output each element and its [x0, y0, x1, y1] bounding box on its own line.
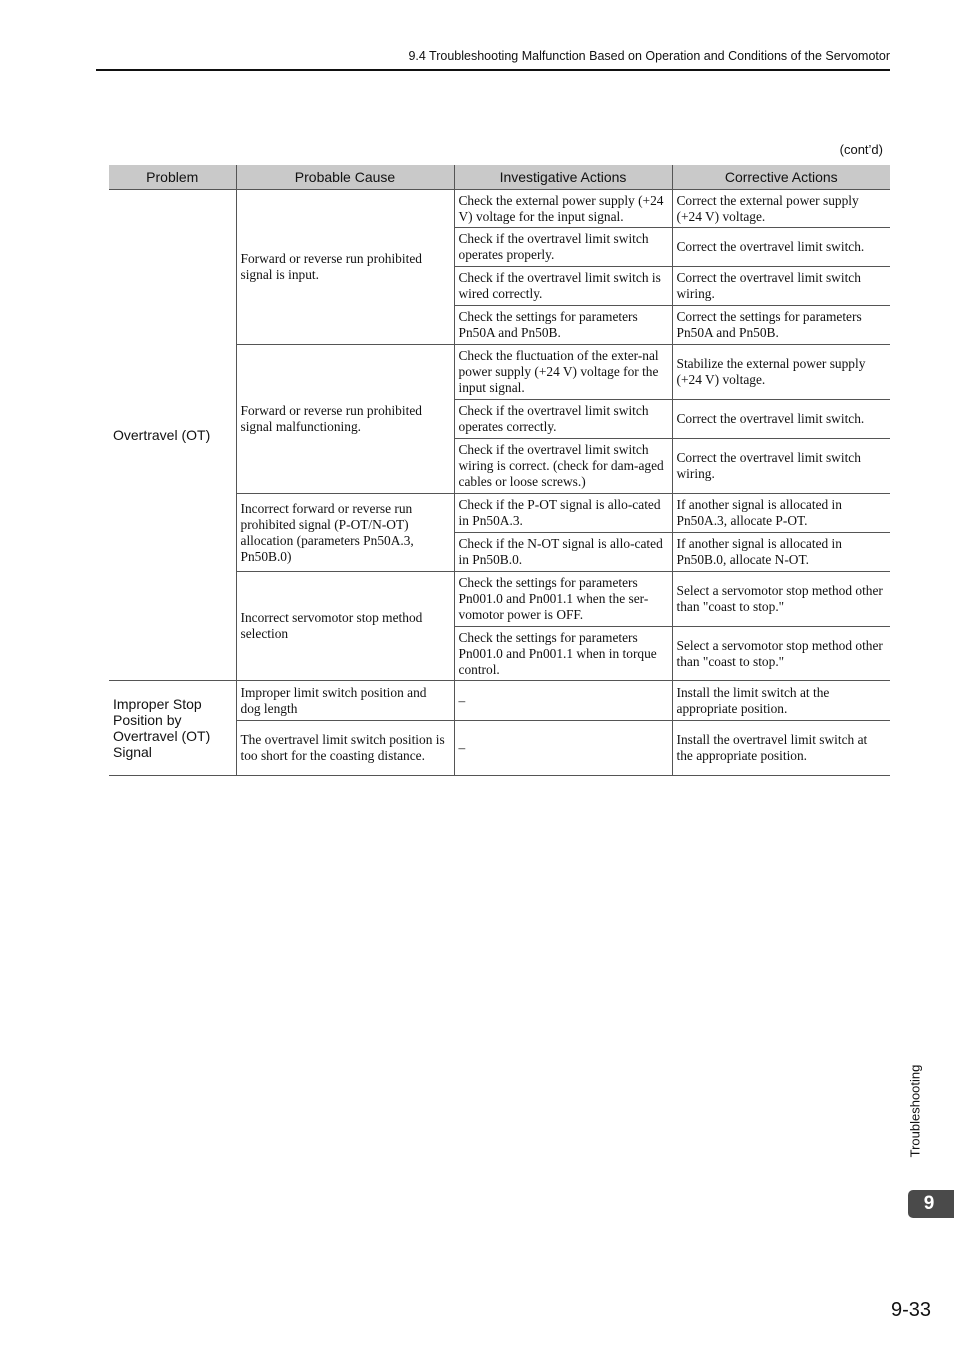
- probable-cause-cell: Incorrect forward or reverse run prohibited signal (P-OT/N-OT) allocation (parameters Pn50A.3, Pn50B.0): [236, 494, 454, 572]
- column-header-probable-cause: Probable Cause: [236, 165, 454, 190]
- corrective-action-cell: If another signal is allocated in Pn50B.0, allocate N-OT.: [672, 533, 890, 572]
- table-header-row: [109, 165, 890, 190]
- investigative-action-cell: Check if the N-OT signal is allo-cated in Pn50B.0.: [454, 533, 672, 572]
- probable-cause-cell: Forward or reverse run prohibited signal malfunctioning.: [236, 345, 454, 494]
- problem-cell: Overtravel (OT): [109, 190, 236, 681]
- table-row: [109, 681, 890, 721]
- table-row: [109, 190, 890, 228]
- corrective-action-cell: Install the overtravel limit switch at the appropriate position.: [672, 721, 890, 776]
- probable-cause-cell: Improper limit switch position and dog length: [236, 681, 454, 721]
- header-rule: [96, 69, 890, 71]
- corrective-action-cell: Correct the overtravel limit switch.: [672, 228, 890, 267]
- probable-cause-cell: The overtravel limit switch position is too short for the coasting distance.: [236, 721, 454, 776]
- page-number: 9-33: [890, 1299, 931, 1321]
- corrective-action-cell: Select a servomotor stop method other than "coast to stop.": [672, 572, 890, 627]
- chapter-tab: 9: [908, 1190, 954, 1218]
- investigative-action-cell: Check if the P-OT signal is allo-cated in Pn50A.3.: [454, 494, 672, 533]
- continued-label: (cont’d): [839, 142, 883, 157]
- corrective-action-cell: Install the limit switch at the appropriate position.: [672, 681, 890, 721]
- running-header: 9.4 Troubleshooting Malfunction Based on Operation and Conditions of the Servomotor: [408, 49, 890, 63]
- corrective-action-cell: Correct the external power supply (+24 V) voltage.: [672, 190, 890, 228]
- corrective-action-cell: If another signal is allocated in Pn50A.3, allocate P-OT.: [672, 494, 890, 533]
- investigative-action-cell: Check if the overtravel limit switch operates correctly.: [454, 400, 672, 439]
- corrective-action-cell: Stabilize the external power supply (+24 V) voltage.: [672, 345, 890, 400]
- investigative-action-cell: –: [454, 681, 672, 721]
- problem-cell: Improper Stop Position by Overtravel (OT) Signal: [109, 681, 236, 776]
- corrective-action-cell: Correct the overtravel limit switch wiring.: [672, 267, 890, 306]
- investigative-action-cell: Check if the overtravel limit switch wiring is correct. (check for dam-aged cables or loose screws.): [454, 439, 672, 494]
- investigative-action-cell: Check the settings for parameters Pn50A and Pn50B.: [454, 306, 672, 345]
- investigative-action-cell: Check the fluctuation of the exter-nal power supply (+24 V) voltage for the input signal.: [454, 345, 672, 400]
- column-header-corrective-actions: Corrective Actions: [672, 165, 890, 190]
- corrective-action-cell: Correct the overtravel limit switch wiring.: [672, 439, 890, 494]
- troubleshooting-table: [109, 165, 890, 776]
- investigative-action-cell: Check if the overtravel limit switch operates properly.: [454, 228, 672, 267]
- investigative-action-cell: Check if the overtravel limit switch is wired correctly.: [454, 267, 672, 306]
- investigative-action-cell: Check the settings for parameters Pn001.0 and Pn001.1 when in torque control.: [454, 627, 672, 681]
- chapter-side-label: [906, 1058, 924, 1164]
- corrective-action-cell: Correct the settings for parameters Pn50A and Pn50B.: [672, 306, 890, 345]
- investigative-action-cell: Check the external power supply (+24 V) voltage for the input signal.: [454, 190, 672, 228]
- chapter-side-label-text: Troubleshooting: [907, 1064, 923, 1158]
- probable-cause-cell: Incorrect servomotor stop method selection: [236, 572, 454, 681]
- corrective-action-cell: Correct the overtravel limit switch.: [672, 400, 890, 439]
- column-header-investigative-actions: Investigative Actions: [454, 165, 672, 190]
- corrective-action-cell: Select a servomotor stop method other than "coast to stop.": [672, 627, 890, 681]
- probable-cause-cell: Forward or reverse run prohibited signal is input.: [236, 190, 454, 345]
- investigative-action-cell: Check the settings for parameters Pn001.0 and Pn001.1 when the ser-vomotor power is OFF.: [454, 572, 672, 627]
- investigative-action-cell: –: [454, 721, 672, 776]
- column-header-problem: Problem: [109, 165, 236, 190]
